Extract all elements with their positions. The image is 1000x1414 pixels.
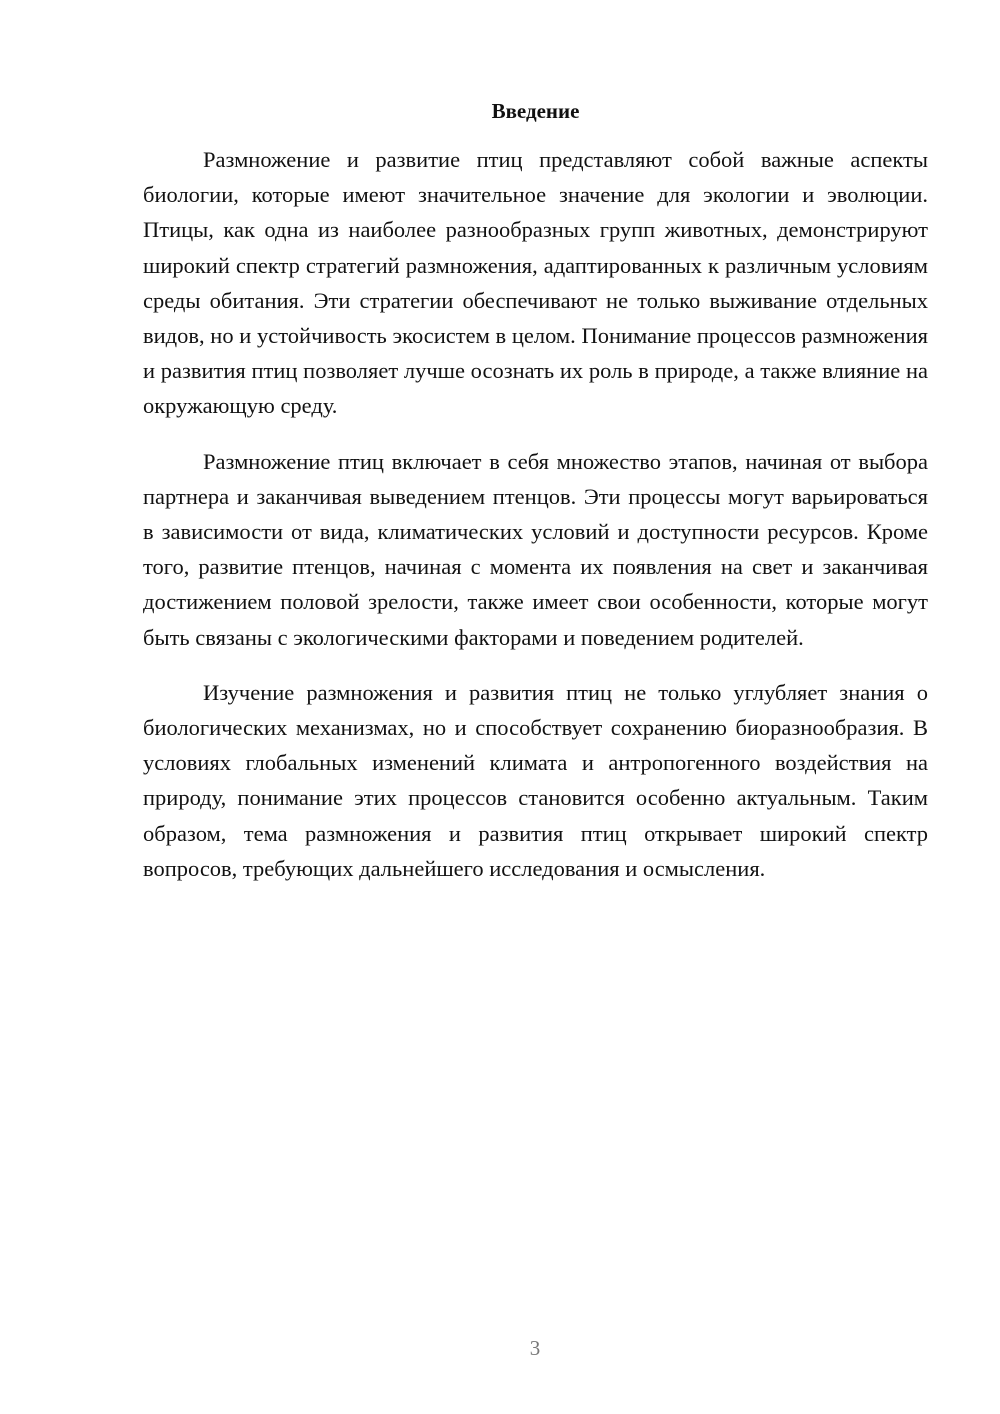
page-number: 3 — [529, 1336, 541, 1360]
body-text — [143, 142, 928, 906]
paragraph-3: Изучение размножения и развития птиц не только углубляет знания о биологических механизмах, но и способствует сохранению биоразнообразия. В условиях глобальных изменений климата и антропогенного воздействия на природу, понимание этих процессов становится особенно актуальным. Таким образом, тема размножения и развития птиц открывает широкий спектр вопросов, требующих дальнейшего исследования и осмысления. — [143, 679, 928, 881]
paragraph-1: Размножение и развитие птиц представляют собой важные аспекты биологии, которые имеют значительное значение для экологии и эволюции. Птицы, как одна из наиболее разнообразных групп животных, демонстрируют широкий спектр стратегий размножения, адаптированных к различным условиям среды обитания. Эти стратегии обеспечивают не только выживание отдельных видов, но и устойчивость экосистем в целом. Понимание процессов размножения и развития птиц позволяет лучше осознать их роль в природе, а также влияние на окружающую среду. — [143, 147, 928, 419]
section-heading: Введение — [491, 99, 580, 123]
paragraph-2: Размножение птиц включает в себя множество этапов, начиная от выбора партнера и заканчивая выведением птенцов. Эти процессы могут варьироваться в зависимости от вида, климатических условий и доступности ресурсов. Кроме того, развитие птенцов, начиная с момента их появления на свет и заканчивая достижением половой зрелости, также имеет свои особенности, которые могут быть связаны с экологическими факторами и поведением родителей. — [143, 448, 928, 650]
